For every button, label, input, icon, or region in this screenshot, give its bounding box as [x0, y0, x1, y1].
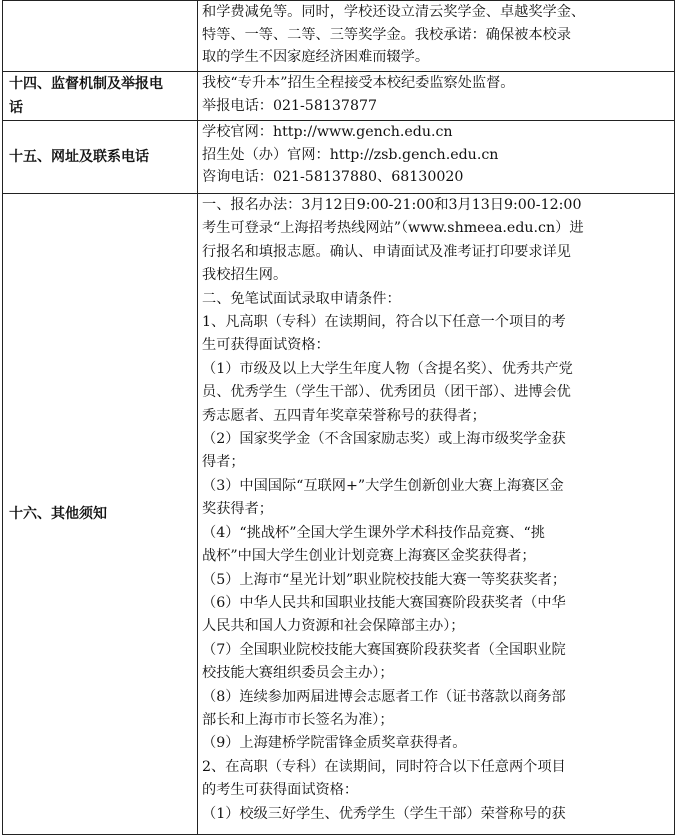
content-line: 1、凡高职（专科）在读期间，符合以下任意一个项目的考 [202, 314, 566, 331]
content-line: 举报电话：021-58137877 [202, 97, 378, 114]
content-line: （6）中华人民共和国职业技能大赛国赛阶段获奖者（中华 [202, 594, 566, 611]
label-text: 十五、网址及联系电话 [9, 149, 149, 165]
row-content-supervision [198, 72, 675, 121]
content-line: 得者； [202, 454, 245, 471]
table-row [3, 121, 675, 194]
content-line: （4）“挑战杯”全国大学生课外学术科技作品竞赛、“挑 [202, 524, 545, 541]
content-line: 二、免笔试面试录取申请条件： [202, 290, 401, 307]
content-line: 战杯”中国大学生创业计划竞赛上海赛区金奖获得者； [202, 548, 536, 565]
content-line: 部长和上海市市长签名为准）； [202, 711, 394, 728]
content-line: 的考生可获得面试资格： [202, 782, 359, 799]
row-label-notes [3, 194, 198, 835]
content-line: （8）连续参加两届进博会志愿者工作（证书落款以商务部 [202, 688, 566, 705]
content-line: 奖获得者； [202, 501, 273, 518]
table-row [3, 72, 675, 121]
content-line: （1）校级三好学生、优秀学生（学生干部）荣誉称号的获 [202, 805, 566, 822]
content-line: 和学费减免等。同时，学校还设立清云奖学金、卓越奖学金、 [202, 4, 586, 20]
content-line: 招生处（办）官网：http://zsb.gench.edu.cn [202, 146, 499, 163]
content-line: （5）上海市“星光计划”职业院校技能大赛一等奖获奖者； [202, 571, 567, 588]
label-line: 十四、监督机制及举报电 [9, 76, 163, 92]
content-line: 校技能大赛组织委员会主办）； [202, 665, 394, 682]
row-label-website [3, 121, 198, 194]
content-line: 行报名和填报志愿。确认、申请面试及准考证打印要求详见 [202, 243, 571, 260]
label-line: 话 [9, 100, 23, 116]
content-line: （1）市级及以上大学生年度人物（含提名奖）、优秀共产党 [202, 360, 573, 377]
content-line: 2、在高职（专科）在读期间，同时符合以下任意两个项目 [202, 758, 566, 775]
content-line: 我校“专升本”招生全程接受本校纪委监察处监督。 [202, 75, 515, 91]
label-text: 十六、其他须知 [9, 506, 107, 522]
content-line: 员、优秀学生（学生干部）、优秀团员（团干部）、进博会优 [202, 384, 571, 401]
content-line: （9）上海建桥学院雷锋金质奖章获得者。 [202, 735, 467, 752]
content-line: 特等、一等、二等、三等奖学金。我校承诺：确保被本校录 [202, 26, 571, 43]
content-line: （3）中国国际“互联网+”大学生创新创业大赛上海赛区金 [202, 477, 564, 494]
content-line: 人民共和国人力资源和社会保障部主办）； [202, 618, 465, 635]
row-label-supervision [3, 72, 198, 121]
content-line: （7）全国职业院校技能大赛国赛阶段获奖者（全国职业院 [202, 641, 566, 658]
content-line: 秀志愿者、五四青年奖章荣誉称号的获得者； [202, 407, 486, 424]
table-row [3, 194, 675, 835]
row-content-notes [198, 194, 675, 835]
content-line: 生可获得面试资格： [202, 337, 330, 354]
content-line: 取的学生不因家庭经济困难而辍学。 [202, 49, 430, 65]
row-label-empty [3, 1, 198, 72]
table-row [3, 1, 675, 72]
row-content-aid [198, 1, 675, 72]
info-table [2, 0, 675, 835]
content-line: 学校官网：http://www.gench.edu.cn [202, 124, 453, 140]
content-line: 咨询电话：021-58137880、68130020 [202, 169, 464, 185]
content-line: （2）国家奖学金（不含国家励志奖）或上海市级奖学金获 [202, 431, 566, 448]
row-content-website [198, 121, 675, 194]
content-line: 一、报名办法：3月12日9:00-21:00和3月13日9:00-12:00 [202, 197, 582, 213]
content-line: 考生可登录“上海招考热线网站”（www.shmeea.edu.cn）进 [202, 220, 584, 237]
content-line: 我校招生网。 [202, 267, 288, 284]
